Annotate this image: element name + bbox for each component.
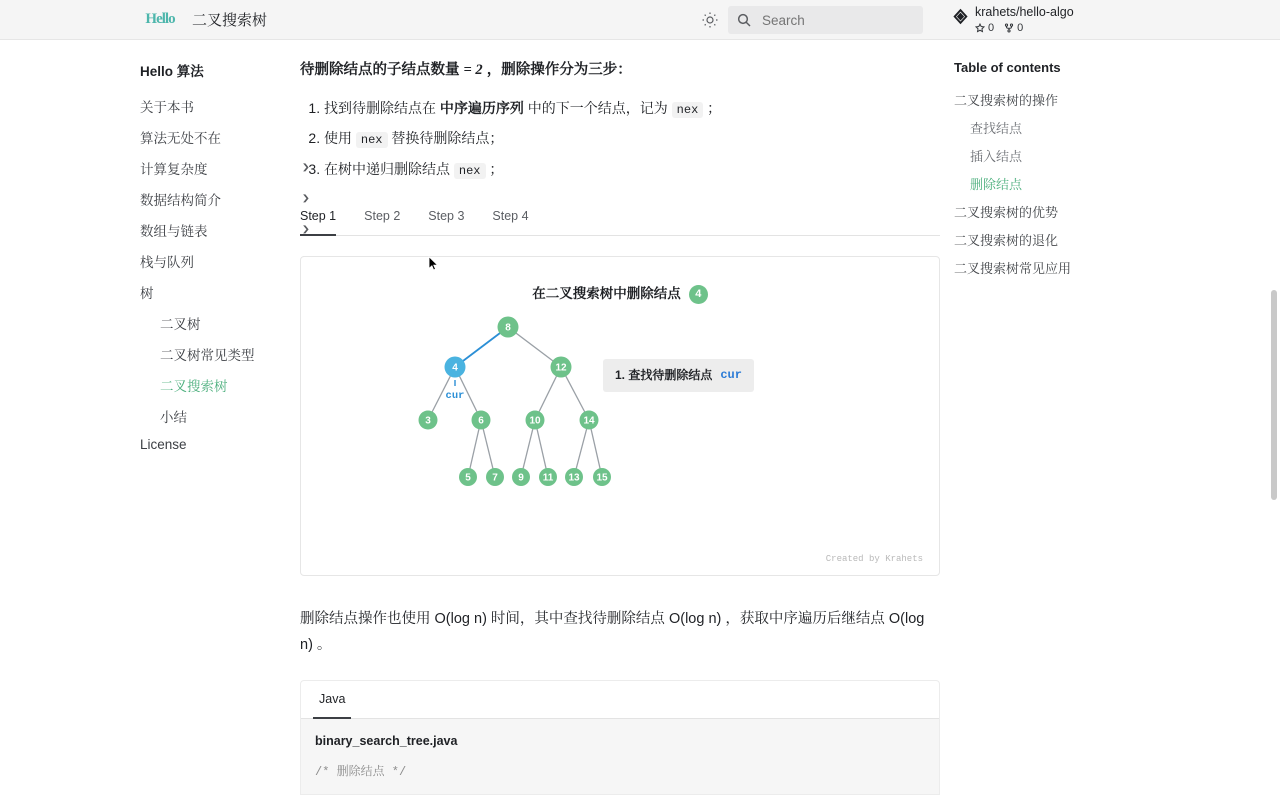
list-item [324, 97, 940, 121]
svg-text:3: 3 [425, 415, 431, 427]
step-bold: 中序遍历序列 [439, 99, 524, 116]
code-filename: binary_search_tree.java [315, 733, 458, 748]
toc-item-2[interactable]: 插入结点 [970, 148, 1023, 164]
sidebar-item-3[interactable] [140, 183, 310, 214]
figure-credit: Created by Krahets [825, 553, 923, 564]
sidebar-item-6[interactable] [140, 276, 310, 307]
sun-icon[interactable] [700, 10, 720, 30]
sidebar-item-0[interactable] [140, 90, 310, 121]
callout-text: 1. 查找待删除结点 [615, 368, 713, 383]
tab-step-1[interactable]: Step 1 [300, 198, 350, 235]
tab-java[interactable]: Java [307, 681, 357, 717]
lead-suffix: ，删除操作分为三步： [482, 62, 632, 78]
tab-step-4[interactable]: Step 4 [492, 209, 529, 224]
main-content [300, 40, 940, 779]
list-item [324, 127, 940, 151]
sidebar-item-label: 二叉树常见类型 [160, 347, 255, 363]
complexity-text: 删除结点操作也使用 O(log n) 时间，其中查找待删除结点 O(log n) ，获取中序遍历后继结点 O(log n) 。 [300, 611, 925, 654]
sidebar-item-label: 算法无处不在 [140, 130, 221, 146]
toc-item-6[interactable]: 二叉搜索树常见应用 [954, 260, 1072, 276]
complexity-paragraph [300, 606, 940, 658]
tab-step-2[interactable]: Step 2 [364, 209, 401, 224]
sidebar-item-label: 二叉搜索树 [160, 378, 228, 394]
sidebar-item-label: 二叉树 [160, 316, 201, 332]
svg-text:4: 4 [452, 362, 458, 374]
toc-item-5[interactable]: 二叉搜索树的退化 [954, 232, 1059, 248]
code-body [301, 719, 939, 795]
tab-step-3[interactable]: Step 3 [428, 209, 465, 224]
repo-name: krahets/hello-algo [975, 5, 1074, 19]
steps-list [300, 97, 940, 182]
lead-math: = 2 [463, 62, 483, 78]
step-text: ； [703, 99, 722, 116]
sidebar-item-11[interactable] [140, 431, 310, 457]
step-text: 在树中递归删除结点 [324, 161, 454, 178]
pointer-label: cur [445, 390, 465, 403]
step-text: 找到待删除结点在 [324, 99, 440, 116]
svg-text:14: 14 [583, 415, 595, 427]
svg-text:15: 15 [596, 472, 608, 484]
svg-text:7: 7 [492, 472, 498, 484]
sidebar-item-label: 计算复杂度 [140, 161, 208, 177]
inline-code: nex [356, 132, 388, 148]
search-icon [736, 12, 752, 28]
toc-title: Table of contents [954, 60, 1061, 75]
sidebar-item-label: 栈与队列 [140, 254, 194, 270]
svg-text:13: 13 [568, 472, 580, 484]
lead-prefix: 待删除结点的子结点数量 [300, 62, 464, 78]
table-of-contents [940, 40, 1180, 720]
repo-stats [975, 22, 1074, 34]
step-text: 替换待删除结点； [387, 130, 504, 147]
inline-code: nex [454, 163, 486, 179]
callout-code: cur [720, 368, 742, 383]
figure-tree-delete [300, 256, 940, 576]
search-box[interactable] [728, 6, 923, 34]
svg-text:8: 8 [505, 322, 511, 334]
code-language-tabs [301, 681, 939, 718]
page-body [0, 40, 1280, 779]
step-text: ； [485, 161, 504, 178]
chevron-right-icon: ❯ [301, 194, 310, 203]
sidebar-nav [0, 40, 310, 720]
figure-step-badge: 4 [689, 285, 708, 304]
sidebar-item-label: 数组与链表 [140, 223, 208, 239]
sidebar-item-2[interactable] [140, 152, 310, 183]
figure-title-text: 在二叉搜索树中删除结点 [532, 286, 681, 302]
code-block-card [300, 680, 940, 795]
app-header [0, 0, 1280, 40]
toc-item-4[interactable]: 二叉搜索树的优势 [954, 204, 1059, 220]
toc-item-3[interactable]: 删除结点 [970, 176, 1023, 192]
svg-text:11: 11 [542, 472, 554, 484]
sidebar-item-5[interactable] [140, 245, 310, 276]
sidebar-item-4[interactable] [140, 214, 310, 245]
svg-text:5: 5 [465, 472, 471, 484]
step-text: 中的下一个结点，记为 [523, 99, 672, 116]
binary-tree-graphic [349, 299, 919, 569]
page-scrollbar[interactable] [1271, 290, 1277, 500]
sidebar-item-label: 数据结构简介 [140, 192, 221, 208]
page-title: 二叉搜索树 [192, 12, 268, 29]
sidebar-title: Hello 算法 [140, 64, 204, 79]
github-icon [952, 8, 969, 25]
step-tabs [300, 198, 940, 236]
svg-text:6: 6 [478, 415, 484, 427]
toc-item-0[interactable]: 二叉搜索树的操作 [954, 92, 1059, 108]
svg-text:9: 9 [518, 472, 524, 484]
inline-code: nex [672, 102, 704, 118]
repo-link[interactable] [952, 5, 1074, 34]
fork-count: 0 [1004, 22, 1023, 34]
search-input[interactable] [760, 12, 915, 29]
chevron-right-icon: ❯ [301, 225, 310, 234]
svg-text:12: 12 [555, 362, 567, 374]
list-item [324, 158, 940, 182]
sidebar-item-label: 关于本书 [140, 99, 194, 115]
toc-item-1[interactable]: 查找结点 [970, 120, 1023, 136]
lead-paragraph [300, 58, 940, 83]
step-text: 使用 [324, 130, 356, 147]
sidebar-item-1[interactable] [140, 121, 310, 152]
site-logo[interactable]: Hello [145, 11, 175, 27]
sidebar-item-label: 小结 [160, 409, 187, 425]
sidebar-item-label: 树 [140, 285, 154, 301]
sidebar-item-label: License [140, 436, 187, 452]
svg-text:10: 10 [529, 415, 541, 427]
chevron-right-icon: ❯ [301, 163, 310, 172]
code-line: /* 删除结点 */ [315, 764, 407, 779]
star-count: 0 [975, 22, 994, 34]
